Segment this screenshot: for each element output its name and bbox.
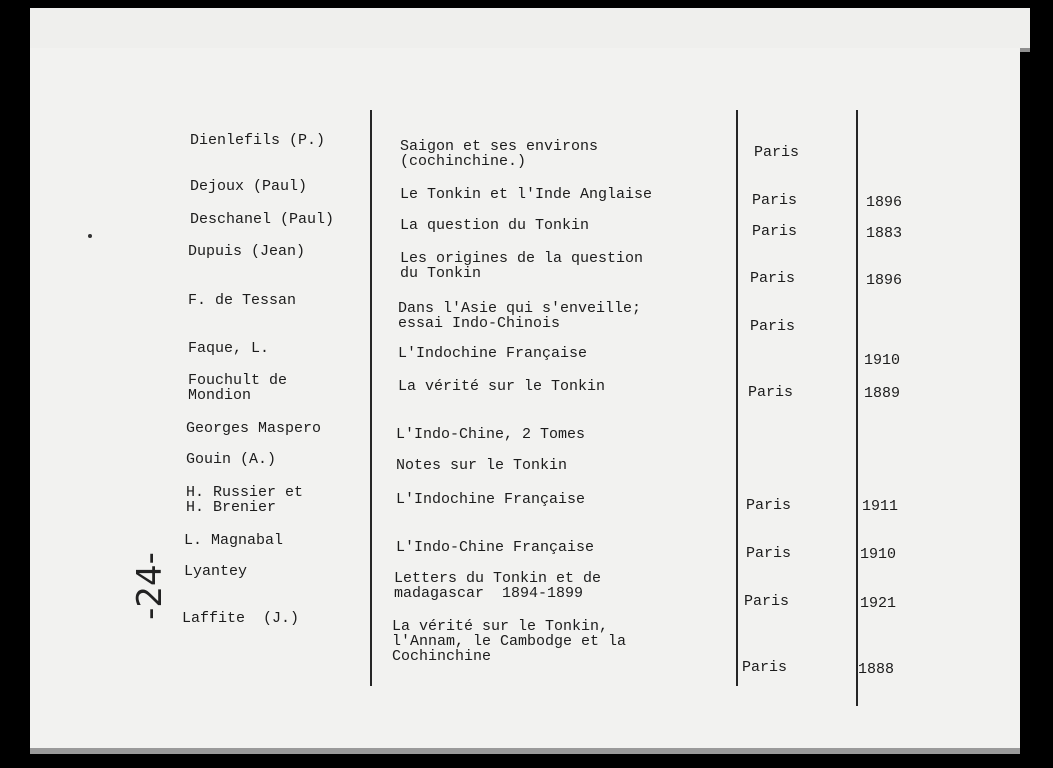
year-cell: 1910 [864, 352, 901, 369]
author-cell: Dejoux (Paul) [190, 178, 308, 195]
year-cell: 1883 [866, 225, 903, 242]
place-cell: Paris [752, 223, 798, 240]
year-cell: 1896 [866, 272, 903, 289]
title-cell: L'Indo-Chine, 2 Tomes [396, 426, 586, 443]
place-cell: Paris [748, 384, 794, 401]
author-cell: Deschanel (Paul) [190, 211, 335, 228]
year-cell: 1910 [860, 546, 897, 563]
year-cell: 1888 [858, 661, 895, 678]
title-cell: Letters du Tonkin et de madagascar 1894-1899 [394, 570, 602, 602]
year-cell: 1921 [860, 595, 897, 612]
author-cell: Laffite (J.) [182, 610, 300, 627]
author-cell: Fouchult de Mondion [188, 372, 288, 404]
title-cell: L'Indo-Chine Française [396, 539, 595, 556]
author-cell: Lyantey [184, 563, 248, 580]
place-cell: Paris [752, 192, 798, 209]
author-cell: Faque, L. [188, 340, 270, 357]
title-cell: La question du Tonkin [400, 217, 590, 234]
film-top-strip [30, 8, 1030, 52]
author-cell: Gouin (A.) [186, 451, 277, 468]
year-cell: 1896 [866, 194, 903, 211]
title-cell: Dans l'Asie qui s'enveille; essai Indo-Chinois [398, 300, 642, 332]
author-cell: L. Magnabal [184, 532, 284, 549]
title-cell: Notes sur le Tonkin [396, 457, 568, 474]
title-cell: L'Indochine Française [398, 345, 588, 362]
place-cell: Paris [750, 318, 796, 335]
place-cell: Paris [742, 659, 788, 676]
title-cell: La vérité sur le Tonkin [398, 378, 606, 395]
year-cell: 1889 [864, 385, 901, 402]
author-cell: F. de Tessan [188, 292, 297, 309]
place-cell: Paris [750, 270, 796, 287]
ink-speck [88, 234, 92, 238]
title-cell: Le Tonkin et l'Inde Anglaise [400, 186, 653, 203]
page-number: -24- [130, 552, 170, 620]
author-cell: Dienlefils (P.) [190, 132, 326, 149]
column-divider-1 [370, 110, 372, 686]
author-cell: H. Russier et H. Brenier [186, 484, 304, 516]
place-cell: Paris [746, 497, 792, 514]
title-cell: Saigon et ses environs (cochinchine.) [400, 138, 599, 170]
title-cell: L'Indochine Française [396, 491, 586, 508]
document-page [30, 48, 1020, 754]
column-divider-3 [856, 110, 858, 706]
author-cell: Dupuis (Jean) [188, 243, 306, 260]
author-cell: Georges Maspero [186, 420, 322, 437]
title-cell: La vérité sur le Tonkin, l'Annam, le Cambodge et la Cochinchine [392, 618, 627, 665]
place-cell: Paris [746, 545, 792, 562]
year-cell: 1911 [862, 498, 899, 515]
title-cell: Les origines de la question du Tonkin [400, 250, 644, 282]
place-cell: Paris [744, 593, 790, 610]
column-divider-2 [736, 110, 738, 686]
place-cell: Paris [754, 144, 800, 161]
